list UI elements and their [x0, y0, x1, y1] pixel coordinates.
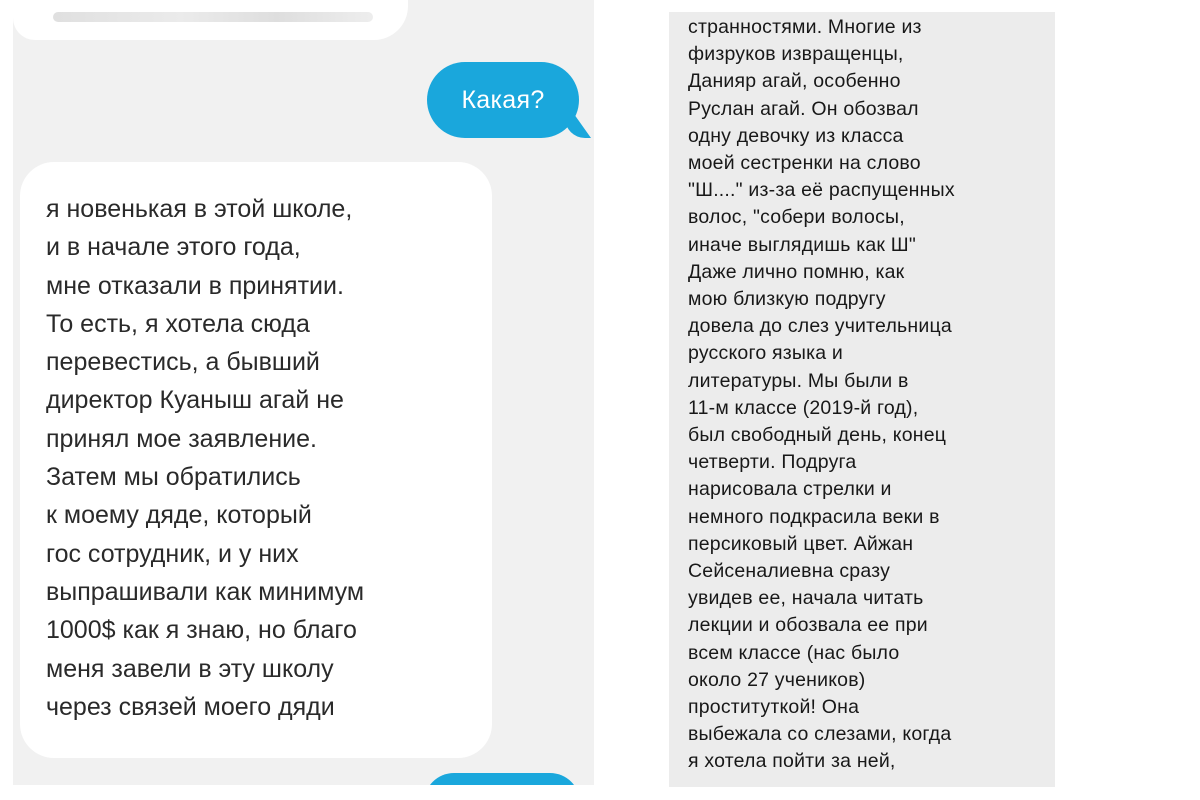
message-line: принял мое заявление. [46, 424, 317, 453]
outgoing-message-bubble-partial[interactable] [424, 773, 580, 785]
text-line: проституткой! Она [688, 696, 860, 719]
message-text [688, 14, 1047, 776]
text-line: волос, "собери волосы, [688, 206, 905, 229]
text-line: литературы. Мы были в [688, 369, 909, 392]
text-line: мою близкую подругу [688, 288, 886, 311]
message-line: гос сотрудник, и у них [46, 539, 299, 568]
incoming-message-bubble[interactable] [20, 162, 492, 758]
text-line: был свободный день, конец [688, 424, 947, 447]
text-line: физруков извращенцы, [688, 43, 904, 66]
text-message-screenshot [669, 12, 1055, 787]
text-line: Руслан агай. Он обозвал [688, 97, 919, 120]
bubble-tail [565, 116, 591, 138]
text-line: моей сестренки на слово [688, 152, 921, 175]
text-line: довела до слез учительница [688, 315, 952, 338]
text-line: 11-м классе (2019-й год), [688, 396, 919, 419]
outgoing-message-text: Какая? [461, 85, 545, 114]
message-line: через связей моего дяди [46, 692, 335, 721]
cropped-message-text [53, 12, 373, 22]
text-line: немного подкрасила веки в [688, 505, 940, 528]
text-line: русского языка и [688, 342, 844, 365]
text-line: всем классе (нас было [688, 641, 900, 664]
message-line: и в начале этого года, [46, 233, 301, 262]
text-line: Даже лично помню, как [688, 260, 905, 283]
text-line: лекции и обозвала ее при [688, 614, 928, 637]
text-line: нарисовала стрелки и [688, 478, 892, 501]
text-line: персиковый цвет. Айжан [688, 532, 914, 555]
text-line: одну девочку из класса [688, 124, 904, 147]
message-line: выпрашивали как минимум [46, 577, 365, 606]
text-line: "Ш...." из-за её распущенных [688, 179, 955, 202]
text-line: иначе выглядишь как Ш" [688, 233, 916, 256]
text-line: около 27 учеников) [688, 668, 866, 691]
incoming-message-bubble-partial [13, 0, 408, 40]
text-line: Сейсеналиевна сразу [688, 560, 891, 583]
text-line: странностями. Многие из [688, 16, 922, 38]
message-line: к моему дяде, который [46, 501, 312, 530]
message-line: я новенькая в этой школе, [46, 195, 353, 223]
text-line: увидев ее, начала читать [688, 587, 924, 610]
chat-screenshot [13, 0, 594, 785]
message-line: директор Куаныш агай не [46, 386, 344, 415]
text-line: выбежала со слезами, когда [688, 723, 952, 746]
text-line: я хотела пойти за ней, [688, 750, 896, 773]
message-line: 1000$ как я знаю, но благо [46, 616, 357, 645]
message-line: мне отказали в принятии. [46, 271, 344, 300]
message-line: То есть, я хотела сюда [46, 309, 310, 338]
message-line: перевестись, а бывший [46, 348, 320, 377]
text-line: четверти. Подруга [688, 451, 857, 474]
outgoing-message-bubble[interactable] [427, 62, 579, 138]
message-line: Затем мы обратились [46, 463, 301, 492]
incoming-message-text [46, 190, 478, 726]
text-line: Данияр агай, особенно [688, 70, 901, 93]
message-line: меня завели в эту школу [46, 654, 334, 683]
